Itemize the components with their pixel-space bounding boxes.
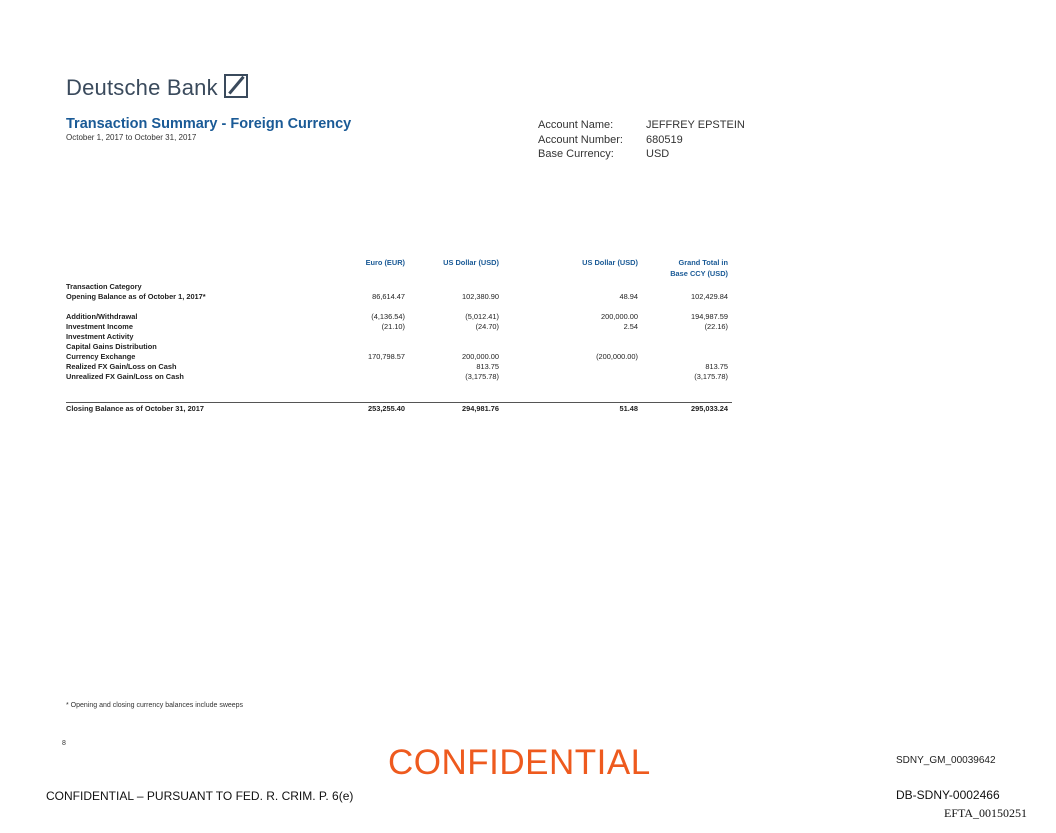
account-number-value: 680519 <box>646 133 683 146</box>
account-name-row <box>538 118 745 133</box>
row-label: Investment Activity <box>66 332 134 341</box>
bates-number-sdny: SDNY_GM_00039642 <box>896 755 996 766</box>
cell-usd-2: 2.54 <box>623 322 638 331</box>
cell-usd: (24.70) <box>475 322 499 331</box>
table-row <box>66 282 732 292</box>
table-row <box>66 362 732 372</box>
row-label: Unrealized FX Gain/Loss on Cash <box>66 372 184 381</box>
row-label: Investment Income <box>66 322 133 331</box>
cell-usd-2: 200,000.00 <box>601 312 638 321</box>
cell-usd-2: (200,000.00) <box>596 352 638 361</box>
cell-grand-total: (3,175.78) <box>694 372 728 381</box>
confidential-stamp: CONFIDENTIAL <box>388 743 651 782</box>
base-currency-row <box>538 147 745 162</box>
closing-eur: 253,255.40 <box>368 404 405 413</box>
column-header-grand-total-line2: Base CCY (USD) <box>670 268 728 278</box>
column-header-grand-total-line1: Grand Total in <box>678 258 728 267</box>
cell-grand-total: 813.75 <box>705 362 728 371</box>
cell-eur: 170,798.57 <box>368 352 405 361</box>
deutsche-bank-logo-icon <box>224 74 248 98</box>
column-header-usd: US Dollar (USD) <box>443 258 499 267</box>
base-currency-value: USD <box>646 148 670 160</box>
account-info <box>538 118 745 162</box>
table-row <box>66 332 732 342</box>
closing-balance-label: Closing Balance as of October 31, 2017 <box>66 404 205 413</box>
footnote: * Opening and closing currency balances include sweeps <box>66 702 244 709</box>
table-row <box>66 322 732 332</box>
cell-eur: 86,614.47 <box>372 292 405 301</box>
brand-header <box>66 74 248 99</box>
row-label: Addition/Withdrawal <box>66 312 138 321</box>
cell-usd: 813.75 <box>476 362 499 371</box>
cell-grand-total: 194,987.59 <box>691 312 728 321</box>
statement-period: October 1, 2017 to October 31, 2017 <box>66 133 197 142</box>
cell-usd: (5,012.41) <box>465 312 499 321</box>
row-label: Transaction Category <box>66 282 142 291</box>
closing-usd-2: 51.48 <box>619 404 638 413</box>
document-title: Transaction Summary - Foreign Currency <box>66 116 352 132</box>
cell-grand-total: 102,429.84 <box>691 292 728 301</box>
cell-usd-2: 48.94 <box>619 292 638 301</box>
closing-balance-row <box>66 404 732 414</box>
row-label: Capital Gains Distribution <box>66 342 157 351</box>
cell-usd: 200,000.00 <box>462 352 499 361</box>
bates-number-db: DB-SDNY-0002466 <box>896 788 1000 802</box>
cell-eur: (4,136.54) <box>371 312 405 321</box>
table-row <box>66 352 732 362</box>
account-name-value: JEFFREY EPSTEIN <box>646 119 745 131</box>
cell-usd: 102,380.90 <box>462 292 499 301</box>
cell-grand-total: (22.16) <box>704 322 728 331</box>
closing-grand-total: 295,033.24 <box>691 404 728 413</box>
table-row <box>66 342 732 352</box>
brand-name: Deutsche Bank <box>66 75 218 100</box>
table-row <box>66 372 732 382</box>
column-header-eur: Euro (EUR) <box>365 258 405 267</box>
cell-eur: (21.10) <box>381 322 405 331</box>
row-label: Currency Exchange <box>66 352 136 361</box>
closing-divider <box>66 402 732 403</box>
page-number: 8 <box>62 740 66 747</box>
efta-number: EFTA_00150251 <box>944 806 1028 820</box>
column-header-grand-total <box>670 258 728 279</box>
row-label: Realized FX Gain/Loss on Cash <box>66 362 177 371</box>
account-name-label: Account Name: <box>538 119 614 131</box>
base-currency-label: Base Currency: <box>538 148 614 160</box>
table-row <box>66 312 732 322</box>
row-label: Opening Balance as of October 1, 2017* <box>66 292 206 301</box>
table-row <box>66 292 732 302</box>
account-number-label: Account Number: <box>538 133 623 146</box>
account-number-row <box>538 133 745 148</box>
column-header-usd-2: US Dollar (USD) <box>582 258 638 267</box>
confidentiality-legend: CONFIDENTIAL – PURSUANT TO FED. R. CRIM. P. 6(e) <box>46 789 354 803</box>
cell-usd: (3,175.78) <box>465 372 499 381</box>
closing-usd: 294,981.76 <box>462 404 499 413</box>
